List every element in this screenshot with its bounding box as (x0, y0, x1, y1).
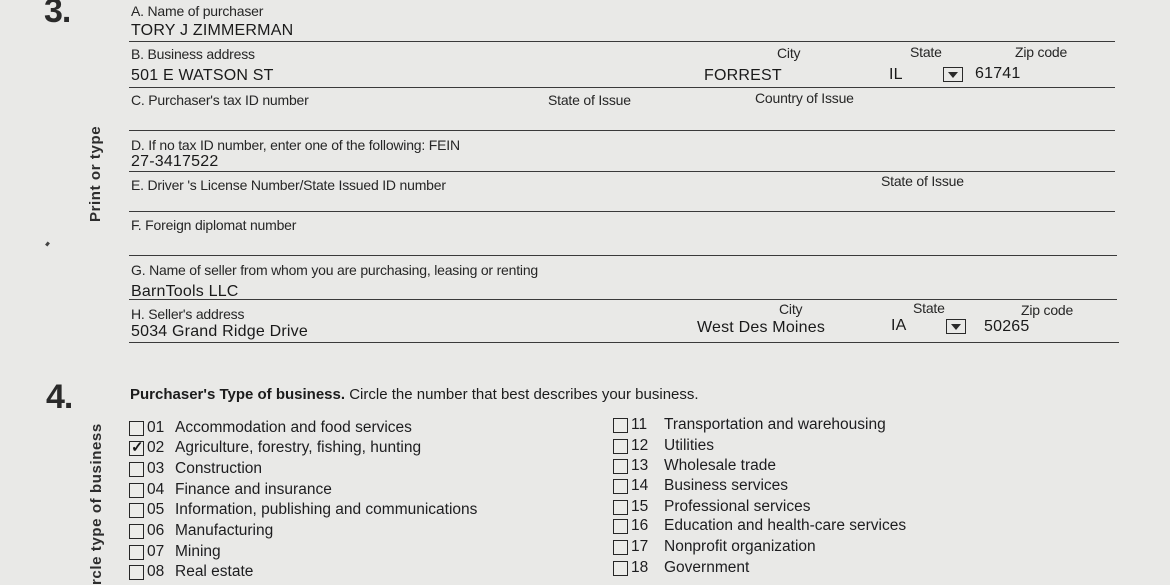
business-label: Finance and insurance (175, 481, 332, 498)
rule-e (129, 211, 1115, 212)
business-label: Business services (664, 477, 789, 494)
business-type-08[interactable] (129, 562, 253, 582)
business-code: 17 (631, 538, 649, 555)
seller-address-label: H. Seller's address (131, 306, 245, 322)
purchaser-name-value[interactable]: TORY J ZIMMERMAN (131, 22, 294, 39)
business-code: 15 (631, 498, 649, 515)
checkbox[interactable] (613, 418, 628, 433)
business-type-02[interactable] (129, 438, 421, 458)
business-label: Nonprofit organization (664, 538, 816, 555)
business-type-13[interactable] (613, 456, 776, 476)
checkbox[interactable] (613, 459, 628, 474)
rule-b (129, 87, 1115, 88)
checkbox[interactable] (613, 439, 628, 454)
business-state-dropdown-icon[interactable] (943, 67, 963, 82)
checkbox[interactable] (129, 483, 144, 498)
business-label: Education and health-care services (664, 517, 907, 534)
business-type-18[interactable] (613, 558, 749, 578)
seller-state-dropdown-icon[interactable] (946, 319, 966, 334)
business-label: Transportation and warehousing (664, 416, 886, 433)
fein-value[interactable]: 27-3417522 (131, 153, 219, 170)
business-label: Utilities (664, 437, 714, 454)
business-zip-value[interactable]: 61741 (975, 65, 1021, 82)
tax-id-state-label: State of Issue (548, 92, 631, 108)
business-type-04[interactable] (129, 480, 332, 500)
business-type-11[interactable] (613, 415, 886, 435)
checkbox[interactable] (129, 524, 144, 539)
business-code: 16 (631, 517, 649, 534)
business-type-14[interactable] (613, 476, 788, 496)
seller-city-value[interactable]: West Des Moines (697, 319, 826, 336)
seller-zip-label: Zip code (1021, 302, 1074, 318)
seller-zip-value[interactable]: 50265 (984, 318, 1030, 335)
checkbox[interactable] (613, 561, 628, 576)
business-code: 12 (631, 437, 649, 454)
business-label: Mining (175, 543, 221, 560)
business-label: Agriculture, forestry, fishing, hunting (175, 439, 422, 456)
seller-city-label: City (779, 301, 803, 317)
section-4-number: 4. (46, 378, 73, 416)
purchaser-name-label: A. Name of purchaser (131, 3, 264, 19)
checked-checkbox[interactable] (129, 441, 144, 456)
business-label: Wholesale trade (664, 457, 777, 474)
tax-id-label: C. Purchaser's tax ID number (131, 92, 309, 108)
business-code: 07 (147, 543, 165, 560)
business-type-16[interactable] (613, 516, 906, 536)
business-zip-label: Zip code (1015, 44, 1068, 60)
checkbox[interactable] (129, 565, 144, 580)
drivers-license-label: E. Driver 's License Number/State Issued ID number (131, 177, 446, 193)
rule-d (129, 171, 1115, 172)
seller-street-value[interactable]: 5034 Grand Ridge Drive (131, 323, 308, 340)
business-type-heading-rest: Circle the number that best describes your business. (345, 386, 699, 403)
checkbox[interactable] (129, 421, 144, 436)
business-label: Construction (175, 460, 263, 477)
checkbox[interactable] (613, 519, 628, 534)
tax-id-country-label: Country of Issue (755, 90, 854, 106)
business-code: 06 (147, 522, 165, 539)
checkbox[interactable] (129, 503, 144, 518)
business-type-heading-bold: Purchaser's Type of business. (130, 386, 346, 403)
business-code: 01 (147, 419, 165, 436)
paper-mark (45, 242, 50, 247)
business-type-07[interactable] (129, 542, 221, 562)
seller-name-value[interactable]: BarnTools LLC (131, 283, 239, 300)
business-code: 13 (631, 457, 649, 474)
rule-a (129, 41, 1115, 42)
business-code: 14 (631, 477, 649, 494)
drivers-license-state-label: State of Issue (881, 173, 964, 189)
business-state-value[interactable]: IL (889, 66, 903, 83)
business-address-label: B. Business address (131, 46, 255, 62)
business-type-01[interactable] (129, 418, 412, 438)
diplomat-number-label: F. Foreign diplomat number (131, 217, 297, 233)
checkbox[interactable] (613, 540, 628, 555)
section-3-number: 3. (44, 0, 71, 30)
checkbox[interactable] (613, 479, 628, 494)
rule-g (129, 299, 1117, 300)
business-label: Professional services (664, 498, 811, 515)
business-type-12[interactable] (613, 436, 714, 456)
business-code: 04 (147, 481, 165, 498)
rule-h (129, 342, 1119, 343)
business-city-label: City (777, 45, 801, 61)
rule-c (129, 130, 1115, 131)
business-label: Information, publishing and communications (175, 501, 478, 518)
circle-type-of-business-label: rcle type of business (88, 423, 105, 585)
business-type-03[interactable] (129, 459, 262, 479)
business-code: 08 (147, 563, 165, 580)
business-code: 11 (631, 416, 648, 433)
rule-f (129, 255, 1117, 256)
business-code: 18 (631, 559, 649, 576)
business-label: Manufacturing (175, 522, 274, 539)
seller-name-label: G. Name of seller from whom you are purchasing, leasing or renting (131, 262, 538, 278)
business-label: Real estate (175, 563, 254, 580)
business-label: Accommodation and food services (175, 419, 412, 436)
checkbox[interactable] (613, 500, 628, 515)
seller-state-value[interactable]: IA (891, 317, 907, 334)
business-type-heading (130, 386, 699, 403)
fein-label: D. If no tax ID number, enter one of the following: FEIN (131, 137, 460, 153)
business-street-value[interactable]: 501 E WATSON ST (131, 67, 274, 84)
checkbox[interactable] (129, 545, 144, 560)
business-type-05[interactable] (129, 500, 477, 520)
business-label: Government (664, 559, 750, 576)
business-state-label: State (910, 44, 942, 60)
print-or-type-label: Print or type (87, 125, 104, 222)
business-type-17[interactable] (613, 537, 816, 557)
checkbox[interactable] (129, 462, 144, 477)
business-code: 05 (147, 501, 165, 518)
business-code: 03 (147, 460, 165, 477)
business-code: 02 (147, 439, 165, 456)
business-type-06[interactable] (129, 521, 273, 541)
business-city-value[interactable]: FORREST (704, 67, 782, 84)
seller-state-label: State (913, 300, 945, 316)
business-type-15[interactable] (613, 497, 810, 517)
